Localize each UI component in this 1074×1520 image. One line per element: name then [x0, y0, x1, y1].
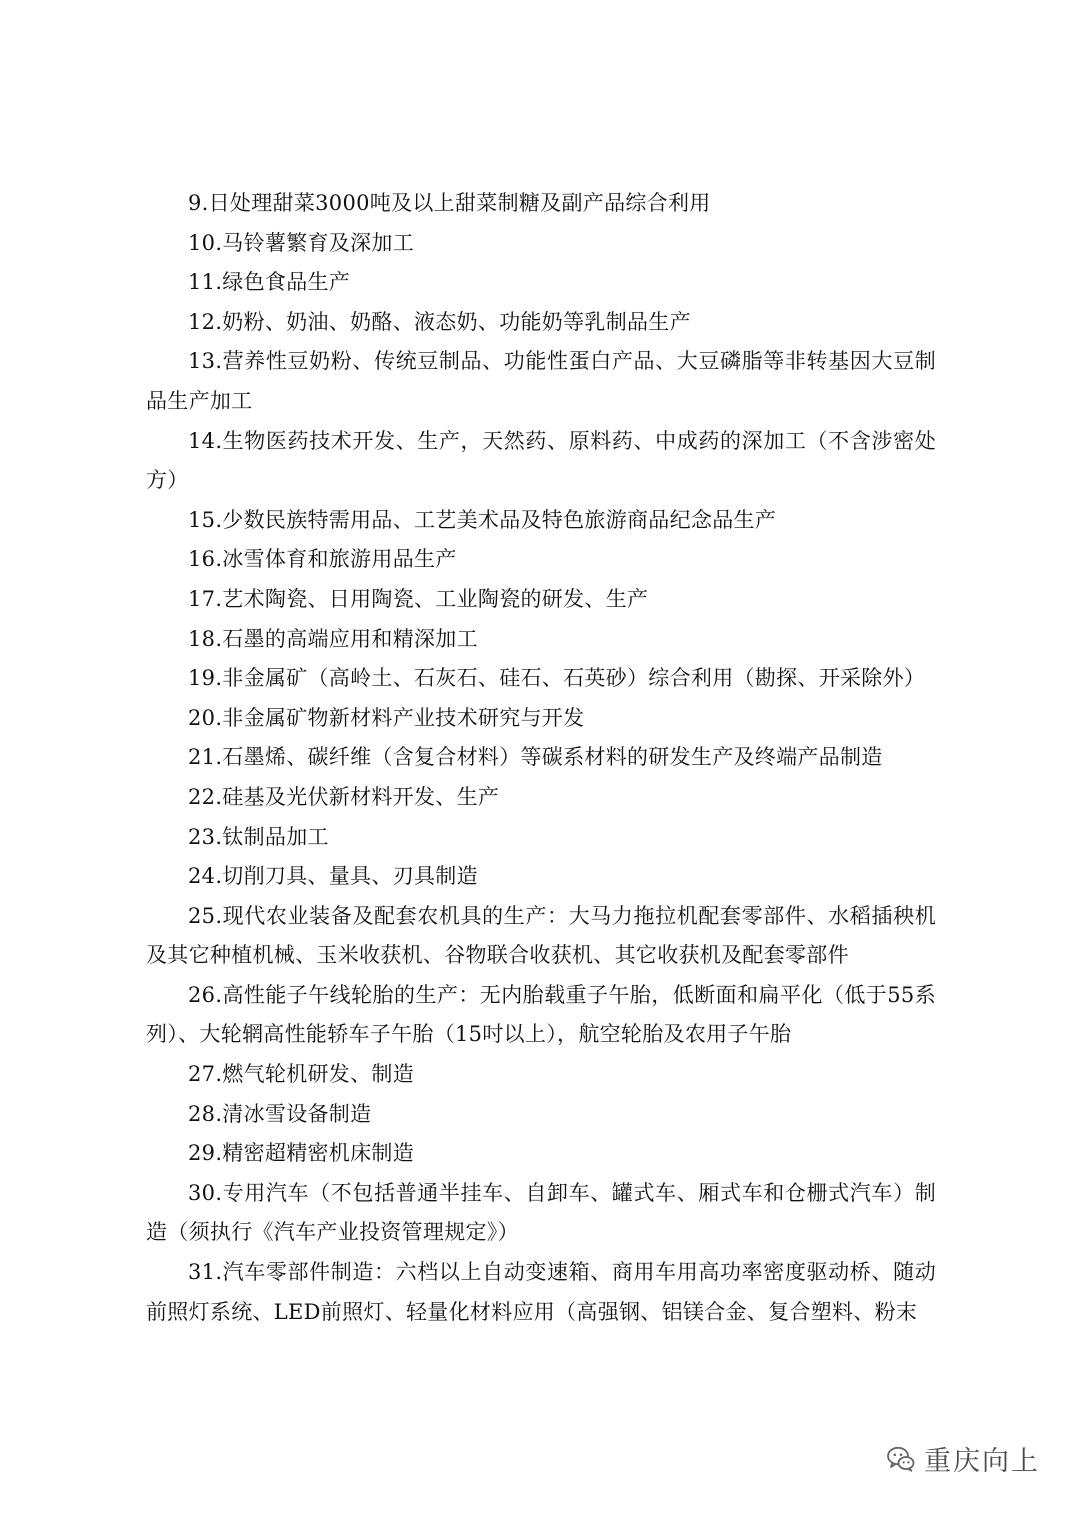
- list-item: 17.艺术陶瓷、日用陶瓷、工业陶瓷的研发、生产: [188, 586, 649, 611]
- document-body: [146, 184, 936, 1332]
- list-item: 24.切削刀具、量具、刃具制造: [188, 864, 478, 889]
- list-item: 29.精密超精密机床制造: [188, 1141, 414, 1166]
- list-item: 18.石墨的高端应用和精深加工: [188, 626, 478, 651]
- wechat-icon: [886, 1444, 916, 1474]
- list-item: 23.钛制品加工: [188, 824, 329, 849]
- list-item: 26.高性能子午线轮胎的生产：无内胎载重子午胎，低断面和扁平化（低于55系列）、大轮辋高性能轿车子午胎（15吋以上），航空轮胎及农用子午胎: [146, 982, 936, 1047]
- list-item: 9.日处理甜菜3000吨及以上甜菜制糖及副产品综合利用: [188, 191, 711, 215]
- list-item: 14.生物医药技术开发、生产，天然药、原料药、中成药的深加工（不含涉密处方）: [146, 428, 936, 493]
- list-item: 15.少数民族特需用品、工艺美术品及特色旅游商品纪念品生产: [188, 507, 777, 532]
- list-item: 20.非金属矿物新材料产业技术研究与开发: [188, 705, 585, 730]
- watermark-text: 重庆向上: [924, 1446, 1040, 1477]
- list-item: 11.绿色食品生产: [188, 270, 351, 295]
- list-item: 27.燃气轮机研发、制造: [188, 1062, 414, 1087]
- watermark: [886, 1439, 1040, 1478]
- list-item: 22.硅基及光伏新材料开发、生产: [188, 784, 500, 809]
- list-item: 16.冰雪体育和旅游用品生产: [188, 547, 457, 572]
- list-item: 28.清冰雪设备制造: [188, 1101, 372, 1126]
- list-item: 31.汽车零部件制造：六档以上自动变速箱、商用车用高功率密度驱动桥、随动前照灯系统、LED前照灯、轻量化材料应用（高强钢、铝镁合金、复合塑料、粉末: [146, 1260, 936, 1324]
- list-item: 25.现代农业装备及配套农机具的生产：大马力拖拉机配套零部件、水稻插秧机及其它种植机械、玉米收获机、谷物联合收获机、其它收获机及配套零部件: [146, 903, 936, 968]
- list-item: 12.奶粉、奶油、奶酪、液态奶、功能奶等乳制品生产: [188, 309, 691, 334]
- list-item: 21.石墨烯、碳纤维（含复合材料）等碳系材料的研发生产及终端产品制造: [188, 745, 883, 770]
- list-item: 19.非金属矿（高岭土、石灰石、硅石、石英砂）综合利用（勘探、开采除外）: [188, 666, 926, 691]
- list-item: 13.营养性豆奶粉、传统豆制品、功能性蛋白产品、大豆磷脂等非转基因大豆制品生产加工: [146, 349, 936, 413]
- list-item: 30.专用汽车（不包括普通半挂车、自卸车、罐式车、厢式车和仓栅式汽车）制造（须执行《汽车产业投资管理规定》）: [146, 1180, 936, 1245]
- list-item: 10.马铃薯繁育及深加工: [188, 230, 414, 255]
